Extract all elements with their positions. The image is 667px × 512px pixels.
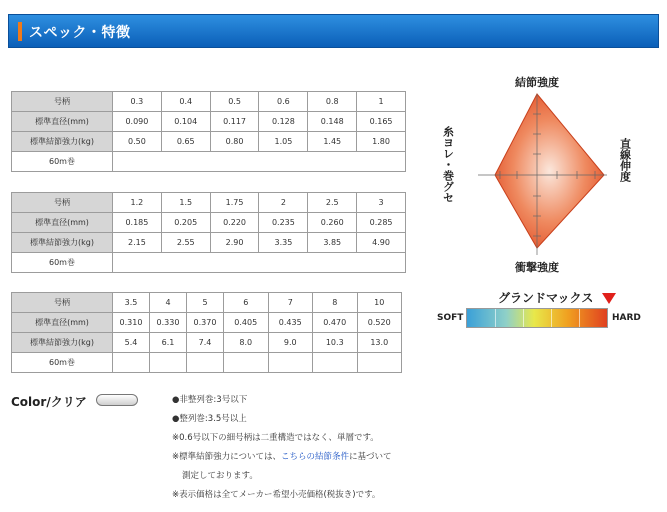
table-cell: 0.205	[161, 213, 210, 233]
note-line: 測定しております。	[182, 471, 258, 481]
table-cell: 標準直径(mm)	[12, 112, 113, 132]
table-cell: 3.5	[113, 293, 150, 313]
table-cell: 4	[150, 293, 187, 313]
knot-condition-link[interactable]: こちらの結節条件	[280, 452, 349, 462]
table-cell: 8	[313, 293, 358, 313]
table-cell: 0.520	[357, 313, 402, 333]
table-cell: 1.2	[113, 193, 162, 213]
table-cell-empty	[113, 353, 150, 373]
marker-triangle-icon	[602, 293, 616, 304]
note-text: に基づいて	[348, 452, 392, 462]
table-cell: 0.370	[187, 313, 224, 333]
table-cell: 0.80	[210, 132, 259, 152]
table-row	[12, 132, 406, 152]
notes	[172, 391, 392, 505]
note-line: ●非整列巻:3号以下	[172, 395, 248, 405]
table-cell: 1.80	[357, 132, 406, 152]
table-row	[12, 313, 402, 333]
table-cell: 6.1	[150, 333, 187, 353]
table-cell: 0.220	[210, 213, 259, 233]
table-cell-empty	[268, 353, 313, 373]
table-cell: 7	[268, 293, 313, 313]
section-title: スペック・特徴	[29, 25, 131, 41]
characteristics-diagram	[420, 70, 660, 280]
table-cell: 0.6	[259, 92, 308, 112]
table-row	[12, 353, 402, 373]
table-cell: 標準結節強力(kg)	[12, 233, 113, 253]
label-bottom: 衝撃強度	[515, 261, 559, 274]
table-cell: 0.165	[357, 112, 406, 132]
spec-table-3	[11, 292, 402, 373]
note-line: ●整列巻:3.5号以上	[172, 414, 247, 424]
table-cell: 1	[357, 92, 406, 112]
label-left: 糸ヨレ・巻グセ	[441, 126, 455, 203]
table-cell: 10.3	[313, 333, 358, 353]
table-row	[12, 193, 406, 213]
table-cell: 標準直径(mm)	[12, 213, 113, 233]
table-cell: 0.3	[113, 92, 162, 112]
table-cell: 3.35	[259, 233, 308, 253]
note-line	[172, 448, 392, 467]
table-cell: 0.260	[308, 213, 357, 233]
table-row	[12, 253, 406, 273]
table-cell: 2.90	[210, 233, 259, 253]
table-cell: 2.5	[308, 193, 357, 213]
table-row	[12, 213, 406, 233]
table-cell: 6	[224, 293, 269, 313]
label-right: 直線伸度	[618, 138, 632, 182]
table-cell: 9.0	[268, 333, 313, 353]
section-header	[8, 14, 659, 48]
table-cell: 3.85	[308, 233, 357, 253]
color-swatch-clear	[96, 394, 138, 406]
header-accent	[18, 22, 22, 41]
table-cell: 3	[357, 193, 406, 213]
table-cell: 0.128	[259, 112, 308, 132]
table-cell: 13.0	[357, 333, 402, 353]
color-label: Color/クリア	[11, 395, 87, 409]
table-cell: 8.0	[224, 333, 269, 353]
table-cell: 0.185	[113, 213, 162, 233]
table-cell-empty	[313, 353, 358, 373]
soft-label: SOFT	[437, 313, 464, 323]
table-cell: 0.5	[210, 92, 259, 112]
table-cell-empty	[113, 152, 406, 172]
table-cell: 60m巻	[12, 152, 113, 172]
table-cell-empty	[224, 353, 269, 373]
table-cell: 0.50	[113, 132, 162, 152]
table-cell: 1.5	[161, 193, 210, 213]
table-row	[12, 333, 402, 353]
note-text: ※標準結節強力については、	[172, 452, 281, 462]
table-cell: 7.4	[187, 333, 224, 353]
table-cell: 0.435	[268, 313, 313, 333]
hardness-gradient-bar	[466, 308, 608, 328]
table-cell-empty	[150, 353, 187, 373]
table-cell: 1.75	[210, 193, 259, 213]
table-row	[12, 293, 402, 313]
table-cell: 1.45	[308, 132, 357, 152]
table-cell: 10	[357, 293, 402, 313]
table-cell: 0.405	[224, 313, 269, 333]
table-cell: 0.65	[161, 132, 210, 152]
table-cell: 0.090	[113, 112, 162, 132]
table-cell: 号柄	[12, 193, 113, 213]
table-cell: 0.310	[113, 313, 150, 333]
grandmax-label: グランドマックス	[498, 291, 594, 305]
table-cell: 5	[187, 293, 224, 313]
table-cell: 0.8	[308, 92, 357, 112]
spec-table-2	[11, 192, 406, 273]
characteristics-polygon	[495, 94, 604, 248]
table-cell: 0.285	[357, 213, 406, 233]
table-cell-empty	[113, 253, 406, 273]
table-cell: 0.330	[150, 313, 187, 333]
table-cell: 標準結節強力(kg)	[12, 132, 113, 152]
table-cell: 0.4	[161, 92, 210, 112]
table-cell: 5.4	[113, 333, 150, 353]
label-top: 結節強度	[515, 76, 559, 89]
table-row	[12, 233, 406, 253]
table-cell: 0.235	[259, 213, 308, 233]
table-cell: 60m巻	[12, 353, 113, 373]
table-cell: 号柄	[12, 92, 113, 112]
table-cell: 2.15	[113, 233, 162, 253]
table-cell-empty	[187, 353, 224, 373]
table-cell: 2.55	[161, 233, 210, 253]
table-cell: 0.104	[161, 112, 210, 132]
table-row	[12, 92, 406, 112]
table-cell: 0.117	[210, 112, 259, 132]
table-cell: 標準直径(mm)	[12, 313, 113, 333]
table-cell-empty	[357, 353, 402, 373]
table-cell: 1.05	[259, 132, 308, 152]
table-cell: 標準結節強力(kg)	[12, 333, 113, 353]
table-cell: 0.470	[313, 313, 358, 333]
table-cell: 2	[259, 193, 308, 213]
table-cell: 0.148	[308, 112, 357, 132]
table-cell: 4.90	[357, 233, 406, 253]
note-line: ※0.6号以下の細号柄は二重構造ではなく、単層です。	[172, 433, 379, 443]
hard-label: HARD	[612, 313, 641, 323]
table-cell: 60m巻	[12, 253, 113, 273]
table-cell: 号柄	[12, 293, 113, 313]
table-row	[12, 112, 406, 132]
spec-table-1	[11, 91, 406, 172]
table-row	[12, 152, 406, 172]
note-line: ※表示価格は全てメーカー希望小売価格(税抜き)です。	[172, 490, 381, 500]
